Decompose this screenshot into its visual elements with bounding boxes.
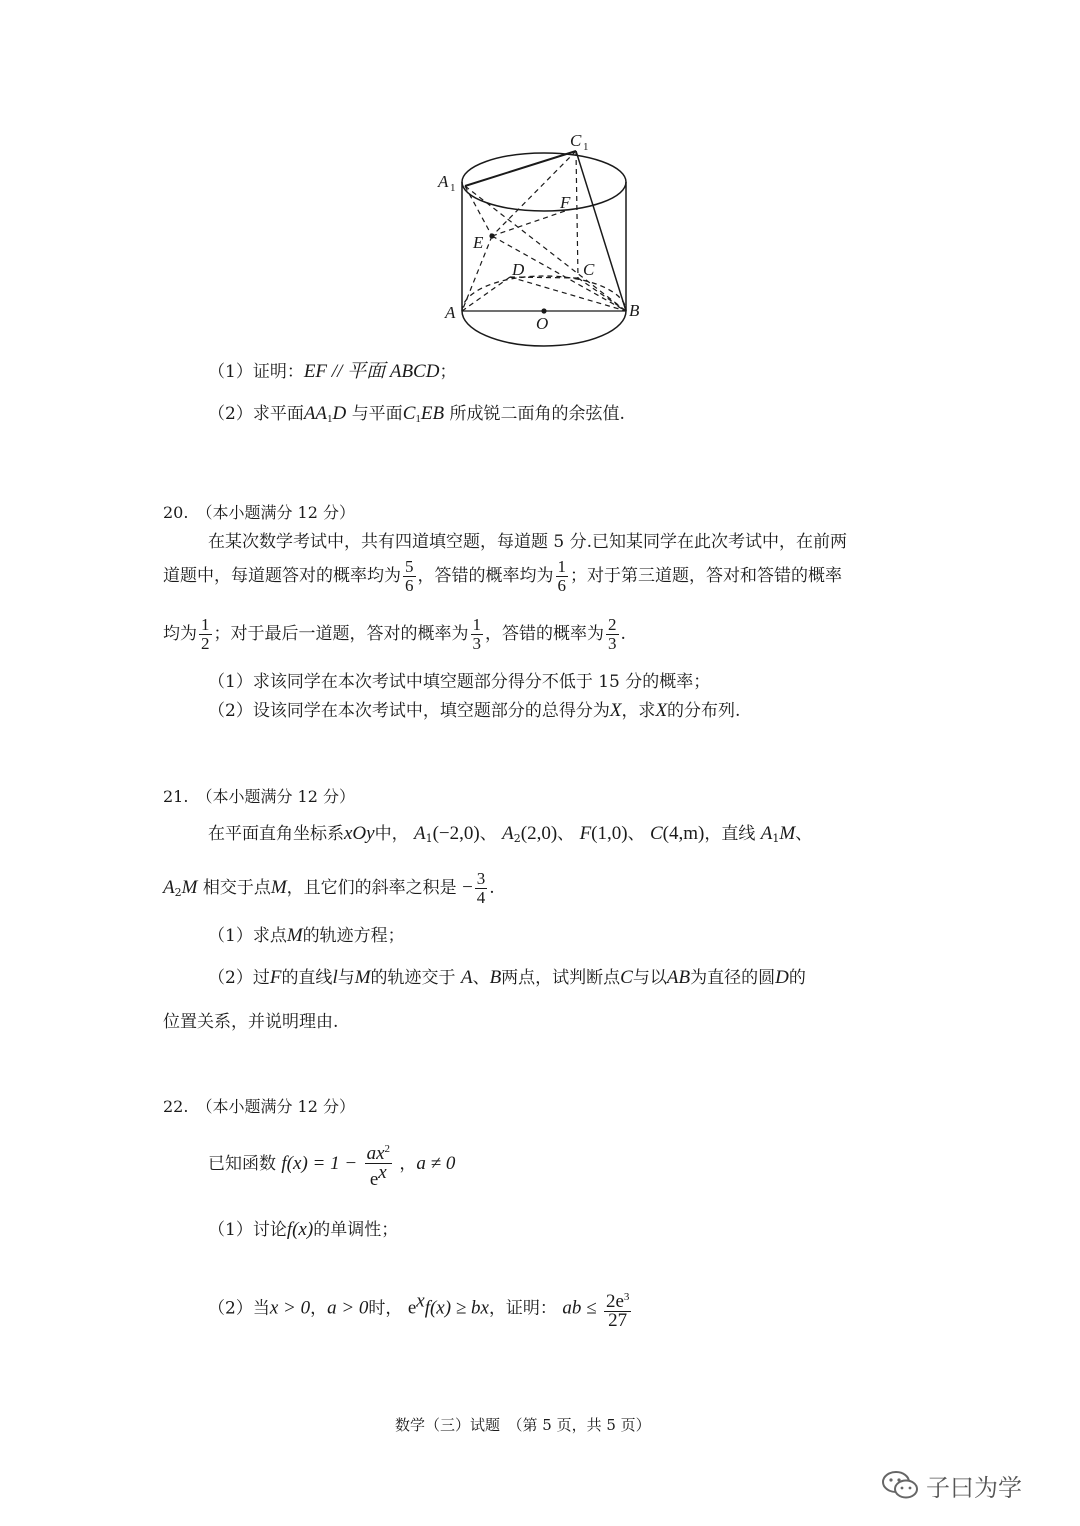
q20-line2: 道题中，每道题答对的概率均为 $\frac{5}{6}$ ，答错的概率均为 $\frac{1}{6}$ ；对于第三道题，答对和答错的概率: [163, 557, 842, 595]
q22-line1: 已知函数 f(x) = 1 − $\frac{ax^2}{e^x}$ ，a ≠ 0: [208, 1140, 455, 1189]
q21-part2: （2）过F的直线l与M的轨迹交于 A、B两点，试判断点C与以AB为直径的圆D的: [208, 967, 806, 988]
q21-line2: $A_2M$ 相交于点M，且它们的斜率之积是 − $\frac{3}{4}$ .: [163, 869, 495, 907]
q22-part1: （1）讨论f(x)的单调性；: [208, 1219, 399, 1240]
q21-line4: 位置关系，并说明理由.: [163, 1012, 339, 1032]
q21-heading: 21. （本小题满分 12 分）: [163, 787, 355, 806]
page-footer: 数学（三）试题 （第 5 页，共 5 页）: [395, 1416, 651, 1434]
q22-part2: （2）当x > 0，a > 0时， $e^xf(x)$ ≥ bx，证明： ab ≤ $\frac{2e^3}{27}$: [208, 1288, 633, 1330]
label-c1-sub: 1: [583, 141, 589, 153]
label-o: O: [536, 314, 549, 333]
label-a1: A: [438, 172, 449, 191]
q20-heading: 20. （本小题满分 12 分）: [163, 503, 355, 522]
label-a: A: [445, 303, 456, 322]
q21-line1: 在平面直角坐标系xOy中， $A_1(-2,0)$、 $A_2(2,0)$、 F(1,0)、 C(4,m)，直线 $A_1M$、: [208, 823, 813, 845]
label-a1-sub: 1: [450, 182, 456, 194]
q19-part1: （1）证明：EF // 平面 ABCD；: [208, 361, 457, 382]
label-f: F: [560, 193, 571, 212]
q19-part2: （2）求平面$AA_1D$ 与平面$C_1EB$ 所成锐二面角的余弦值.: [208, 403, 625, 425]
q21-part1: （1）求点M的轨迹方程；: [208, 925, 405, 946]
wechat-icon: [880, 1468, 920, 1502]
label-c1: C: [570, 131, 582, 150]
q20-line1: 在某次数学考试中，共有四道填空题，每道题 5 分.已知某同学在此次考试中，在前两: [208, 532, 848, 552]
label-d: D: [512, 260, 525, 279]
q20-line3: 均为 $\frac{1}{2}$ ；对于最后一道题，答对的概率为 $\frac{1}{3}$ ，答错的概率为 $\frac{2}{3}$ .: [163, 615, 626, 653]
label-b: B: [629, 301, 640, 320]
cylinder-figure: [430, 128, 660, 353]
q20-part1: （1）求该同学在本次考试中填空题部分得分不低于 15 分的概率；: [208, 672, 711, 692]
label-e: E: [473, 233, 484, 252]
label-c: C: [583, 260, 595, 279]
q22-heading: 22. （本小题满分 12 分）: [163, 1097, 355, 1116]
watermark: [880, 1465, 1022, 1505]
q20-part2: （2）设该同学在本次考试中，填空题部分的总得分为X，求X的分布列.: [208, 700, 741, 721]
watermark-text: 子曰为学: [926, 1473, 1022, 1502]
